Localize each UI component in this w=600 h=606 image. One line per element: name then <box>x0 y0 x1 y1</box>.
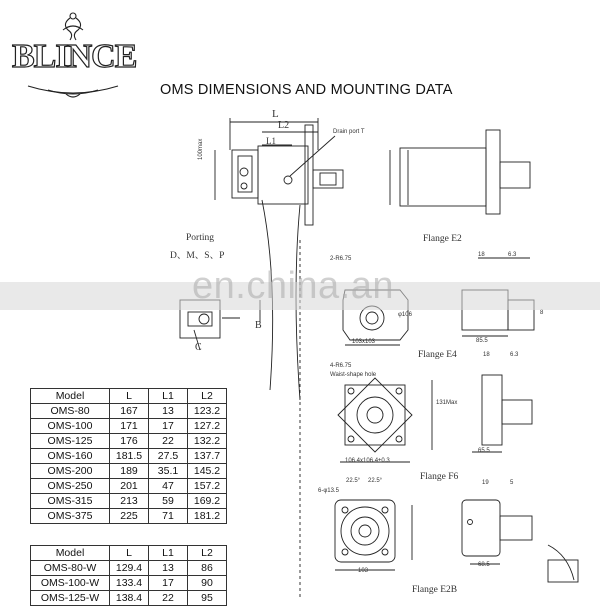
dim-100max: 100max <box>198 138 204 160</box>
flange-e2-view <box>390 130 530 214</box>
table-cell: 181.2 <box>188 509 227 524</box>
dim-22-5-b: 22.5° <box>368 478 383 484</box>
dim-6-3-a: 6.3 <box>508 252 517 258</box>
table-row <box>31 434 227 449</box>
table-cell: 47 <box>149 479 188 494</box>
table-header-cell: Model <box>31 546 110 561</box>
dim-65-5: 65.5 <box>478 448 490 454</box>
table-header-cell: L <box>110 389 149 404</box>
table-cell: 189 <box>110 464 149 479</box>
dim-4-r675: 4-R6.75 <box>330 363 352 369</box>
dim-18-a: 18 <box>478 252 485 258</box>
table-row <box>31 479 227 494</box>
dim-22-5-a: 22.5° <box>346 478 361 484</box>
table-cell: 129.4 <box>110 561 149 576</box>
table-header-cell: Model <box>31 389 110 404</box>
table-cell: 35.1 <box>149 464 188 479</box>
table-header-row <box>31 389 227 404</box>
table-row <box>31 509 227 524</box>
section-B: B <box>255 320 262 331</box>
table-header-cell: L <box>110 546 149 561</box>
table-row <box>31 464 227 479</box>
porting-label: Porting <box>186 233 214 243</box>
table-cell: 22 <box>149 434 188 449</box>
table-cell: OMS-100-W <box>31 576 110 591</box>
table-cell: 127.2 <box>188 419 227 434</box>
spec-table-oms <box>30 388 227 524</box>
table-cell: 132.2 <box>188 434 227 449</box>
brand-logo-text: BLINCE <box>12 38 137 75</box>
dim-5: 5 <box>510 480 514 486</box>
table-cell: OMS-250 <box>31 479 110 494</box>
dim-2-r675: 2-R6.75 <box>330 256 352 262</box>
table-cell: 225 <box>110 509 149 524</box>
table-cell: 86 <box>188 561 227 576</box>
table-cell: 95 <box>188 591 227 606</box>
table-cell: OMS-125-W <box>31 591 110 606</box>
dim-103: 103 <box>358 568 369 574</box>
flange-e2-label: Flange E2 <box>423 234 462 244</box>
dim-68-5: 68.5 <box>478 562 490 568</box>
table-cell: 213 <box>110 494 149 509</box>
table-row <box>31 591 227 606</box>
table-cell: 138.4 <box>110 591 149 606</box>
table-cell: 27.5 <box>149 449 188 464</box>
table-cell: 17 <box>149 419 188 434</box>
table-cell: 181.5 <box>110 449 149 464</box>
flange-e2b-label: Flange E2B <box>412 585 458 595</box>
flange-f6-label: Flange F6 <box>420 472 459 482</box>
table-cell: OMS-100 <box>31 419 110 434</box>
table-cell: OMS-80-W <box>31 561 110 576</box>
dim-19: 19 <box>482 480 489 486</box>
table-cell: OMS-125 <box>31 434 110 449</box>
table-cell: 137.7 <box>188 449 227 464</box>
table-cell: 167 <box>110 404 149 419</box>
dim-phi106: φ106 <box>398 312 412 318</box>
table-row <box>31 494 227 509</box>
table-cell: 145.2 <box>188 464 227 479</box>
ports-label: D、M、S、P <box>170 251 225 261</box>
drain-port-label: Drain port T <box>333 129 365 135</box>
table-cell: OMS-315 <box>31 494 110 509</box>
section-C: C <box>195 342 202 353</box>
dim-131max: 131Max <box>436 400 458 406</box>
table-cell: OMS-375 <box>31 509 110 524</box>
page-title: OMS DIMENSIONS AND MOUNTING DATA <box>160 82 453 98</box>
table-cell: 59 <box>149 494 188 509</box>
table-cell: OMS-200 <box>31 464 110 479</box>
dim-85-5: 85.5 <box>476 338 488 344</box>
spec-table-oms-w <box>30 545 227 606</box>
table-cell: OMS-80 <box>31 404 110 419</box>
table-cell: 71 <box>149 509 188 524</box>
table-cell: 13 <box>149 561 188 576</box>
table-row <box>31 576 227 591</box>
dim-L: L <box>272 108 279 120</box>
table-row <box>31 419 227 434</box>
table-header-cell: L1 <box>149 389 188 404</box>
table-cell: 13 <box>149 404 188 419</box>
table-header-cell: L2 <box>188 389 227 404</box>
table-cell: 176 <box>110 434 149 449</box>
table-header-row <box>31 546 227 561</box>
watermark-text: en.china.an <box>192 265 394 307</box>
dim-L2: L2 <box>278 120 290 131</box>
table-cell: 123.2 <box>188 404 227 419</box>
flange-e4-label: Flange E4 <box>418 350 457 360</box>
table-cell: 171 <box>110 419 149 434</box>
table-cell: 90 <box>188 576 227 591</box>
table-row <box>31 404 227 419</box>
dim-103x103: 103x103 <box>352 339 376 345</box>
table-cell: 17 <box>149 576 188 591</box>
dim-6-phi13-5: 6-φ13.5 <box>318 488 339 494</box>
dim-L1: L1 <box>266 136 276 146</box>
dim-106-4: 106.4x106.4±0.3 <box>345 458 390 464</box>
motor-side-view <box>215 118 343 225</box>
dim-18-b: 18 <box>483 352 490 358</box>
table-header-cell: L2 <box>188 546 227 561</box>
dim-8: 8 <box>540 310 544 316</box>
table-cell: 157.2 <box>188 479 227 494</box>
table-cell: 201 <box>110 479 149 494</box>
flange-f6-view <box>335 500 578 582</box>
table-cell: 169.2 <box>188 494 227 509</box>
table-row <box>31 561 227 576</box>
table-header-cell: L1 <box>149 546 188 561</box>
leader-lines <box>262 200 300 600</box>
table-cell: OMS-160 <box>31 449 110 464</box>
table-cell: 22 <box>149 591 188 606</box>
dim-waist-hole: Waist-shape hole <box>330 372 377 378</box>
dim-6-3-b: 6.3 <box>510 352 519 358</box>
table-row <box>31 449 227 464</box>
table-cell: 133.4 <box>110 576 149 591</box>
flange-e4-view <box>338 375 532 462</box>
